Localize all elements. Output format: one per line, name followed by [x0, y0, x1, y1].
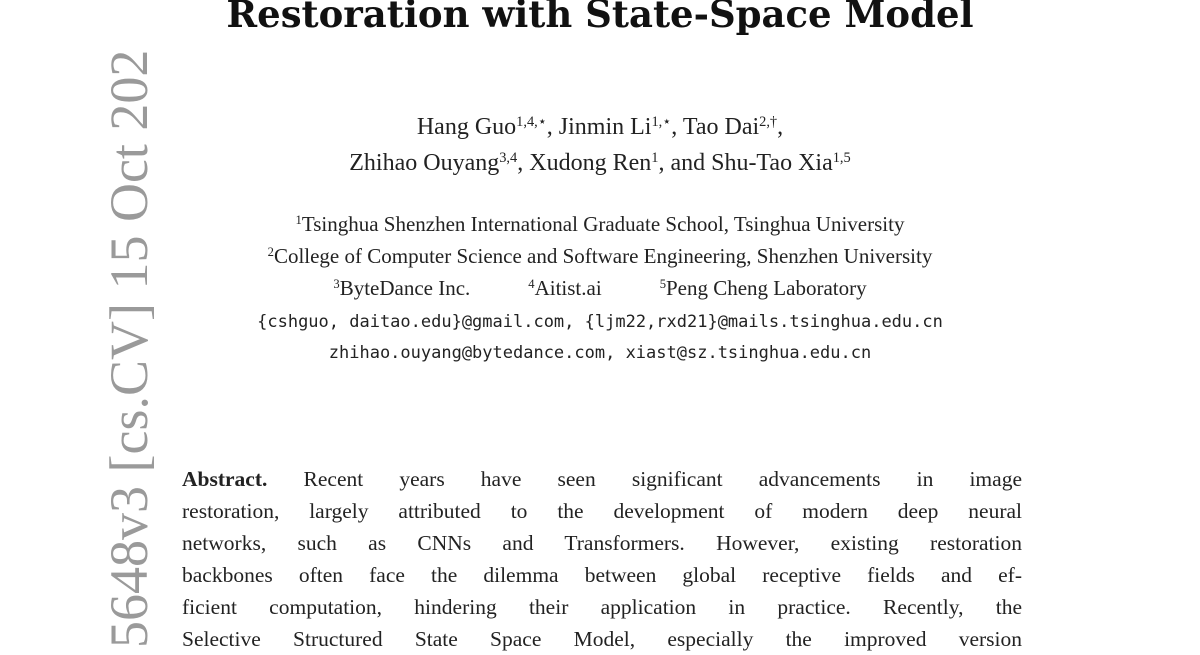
- affiliation-sup: 4: [528, 277, 535, 292]
- author-jinmin-li: Jinmin Li: [558, 114, 652, 140]
- author-hang-guo: Hang Guo: [416, 114, 517, 140]
- affiliation-text: College of Computer Science and Software Engineering, Shenzhen University: [273, 244, 933, 268]
- affiliation-1: [0, 212, 1200, 237]
- abstract-heading: Abstract.: [182, 467, 268, 491]
- abstract-line-1: [182, 463, 1022, 495]
- arxiv-id-text: 5648v3 [cs.CV] 15 Oct 202: [99, 49, 159, 648]
- affiliation-text: Tsinghua Shenzhen International Graduate School, Tsinghua University: [301, 212, 905, 236]
- affiliation-sup: 3: [333, 277, 340, 292]
- abstract-line-6: Selective Structured State Space Model, especially the improved version: [182, 627, 1022, 651]
- affiliation-text: Peng Cheng Laboratory: [665, 276, 867, 300]
- affiliation-text: Aitist.ai: [534, 276, 602, 300]
- author-tao-dai: Tao Dai: [682, 114, 760, 140]
- author-sup: 2,†: [759, 114, 778, 131]
- affiliation-sup: 1: [295, 213, 302, 228]
- author-line-1: [0, 114, 1200, 141]
- affiliation-3-4-5: [0, 276, 1200, 301]
- paper-title: Restoration with State-Space Model: [226, 0, 974, 36]
- author-sup: 1,5: [832, 150, 851, 167]
- affiliation-text: ByteDance Inc.: [339, 276, 471, 300]
- author-shu-tao-xia: Shu-Tao Xia: [711, 150, 833, 176]
- author-sup: 1,4,⋆: [516, 114, 547, 131]
- separator: , and: [658, 150, 712, 176]
- separator: ,: [546, 114, 559, 140]
- author-line-2: [0, 150, 1200, 177]
- author-zhihao-ouyang: Zhihao Ouyang: [349, 150, 500, 176]
- separator: ,: [517, 150, 530, 176]
- abstract: [182, 463, 1022, 655]
- email-line-1: {cshguo, daitao.edu}@gmail.com, {ljm22,rxd21}@mails.tsinghua.edu.cn: [257, 312, 943, 332]
- separator: ,: [777, 114, 784, 140]
- separator: ,: [671, 114, 683, 140]
- abstract-line-5: ficient computation, hindering their application in practice. Recently, the: [182, 595, 1022, 619]
- author-sup: 1,⋆: [651, 114, 672, 131]
- abstract-line-4: backbones often face the dilemma between global receptive fields and ef-: [182, 563, 1022, 587]
- author-xudong-ren: Xudong Ren: [529, 150, 652, 176]
- abstract-line-2: restoration, largely attributed to the development of modern deep neural: [182, 499, 1022, 523]
- abstract-text: Recent years have seen significant advancements in image: [303, 467, 1022, 491]
- author-sup: 1: [651, 150, 659, 167]
- email-line-2: zhihao.ouyang@bytedance.com, xiast@sz.tsinghua.edu.cn: [328, 343, 872, 363]
- author-sup: 3,4: [499, 150, 518, 167]
- affiliation-sup: 5: [659, 277, 666, 292]
- affiliation-2: [0, 244, 1200, 269]
- abstract-line-3: networks, such as CNNs and Transformers. However, existing restoration: [182, 531, 1022, 555]
- affiliation-sup: 2: [267, 245, 274, 260]
